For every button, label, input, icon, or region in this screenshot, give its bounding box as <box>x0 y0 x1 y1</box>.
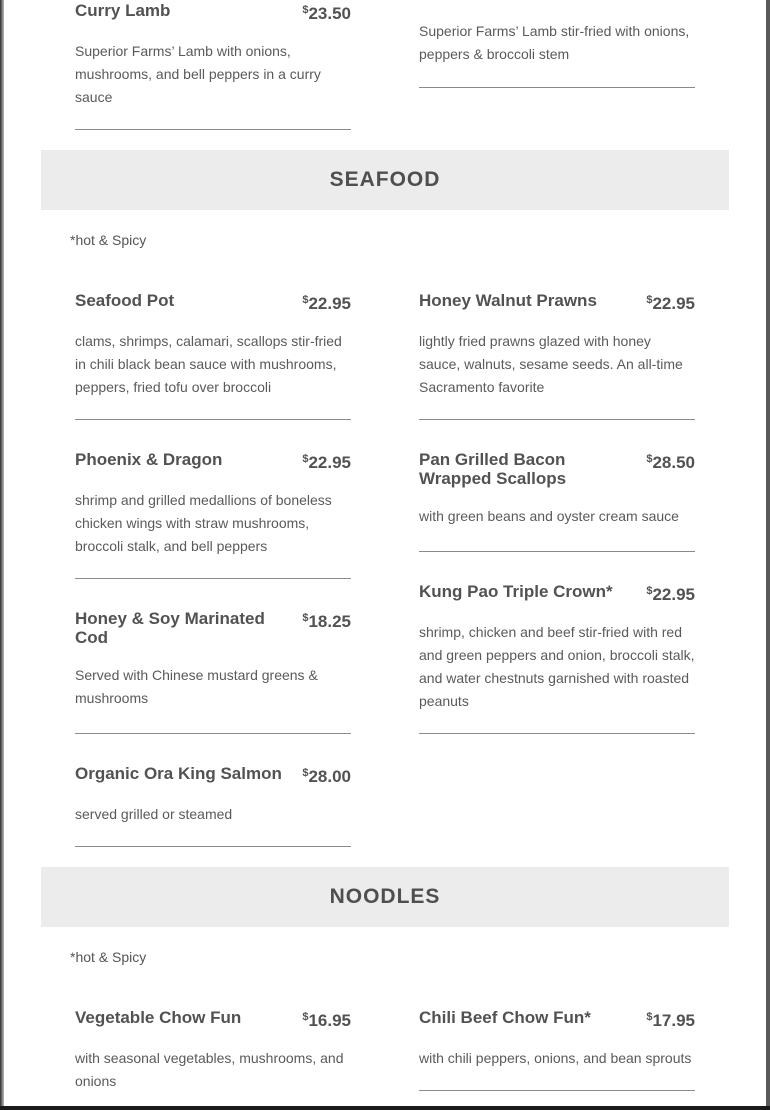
item-name: Kung Pao Triple Crown* <box>419 582 613 601</box>
item-name: Pan Grilled Bacon Wrapped Scallops <box>419 450 567 488</box>
section-header-noodles <box>41 867 729 927</box>
menu-item-bacon-wrapped-scallops <box>419 450 695 528</box>
item-price: $28.00 <box>302 767 351 786</box>
item-divider <box>75 419 351 420</box>
item-price: $23.50 <box>302 4 351 23</box>
item-price: $28.50 <box>646 453 695 472</box>
spicy-note: *hot & Spicy <box>70 949 147 965</box>
menu-page <box>4 0 766 1106</box>
item-description: shrimp, chicken and beef stir-fried with red and green peppers and onion, broccoli stalk, and water chestnuts garnished with roasted peanuts <box>419 624 695 709</box>
item-description: with green beans and oyster cream sauce <box>419 508 679 524</box>
item-description: Superior Farms’ Lamb with onions, mushrooms, and bell peppers in a curry sauce <box>75 43 321 105</box>
menu-item-curry-lamb <box>75 1 351 109</box>
menu-item-lamb-stir-fry <box>419 20 695 66</box>
item-description: with chili peppers, onions, and bean sprouts <box>419 1050 692 1066</box>
menu-item-ora-king-salmon <box>75 764 351 826</box>
item-name: Phoenix & Dragon <box>75 450 223 469</box>
menu-item-chili-beef-chow-fun <box>419 1008 695 1070</box>
item-name: Curry Lamb <box>75 1 171 20</box>
menu-item-honey-walnut-prawns <box>419 291 695 399</box>
item-divider <box>419 419 695 420</box>
menu-item-vegetable-chow-fun <box>75 1008 351 1093</box>
item-divider <box>419 733 695 734</box>
item-price: $17.95 <box>646 1011 695 1030</box>
section-title: SEAFOOD <box>329 168 441 191</box>
item-description: with seasonal vegetables, mushrooms, and onions <box>75 1050 344 1089</box>
item-divider <box>75 578 351 579</box>
item-price: $18.25 <box>302 612 351 631</box>
item-divider <box>419 551 695 552</box>
item-divider <box>75 846 351 847</box>
item-price: $22.95 <box>646 585 695 604</box>
item-name: Organic Ora King Salmon <box>75 764 282 783</box>
item-description: Superior Farms’ Lamb stir-fried with onions, peppers & broccoli stem <box>419 23 690 62</box>
spicy-note: *hot & Spicy <box>70 232 147 248</box>
item-price: $22.95 <box>646 294 695 313</box>
item-divider <box>419 87 695 88</box>
item-price: $22.95 <box>302 294 351 313</box>
item-description: served grilled or steamed <box>75 806 233 822</box>
item-divider <box>75 129 351 130</box>
menu-item-seafood-pot <box>75 291 351 399</box>
section-header-seafood <box>41 150 729 210</box>
item-name: Vegetable Chow Fun <box>75 1008 242 1027</box>
menu-item-honey-soy-cod <box>75 609 351 710</box>
item-name: Seafood Pot <box>75 291 175 310</box>
item-description: Served with Chinese mustard greens & mushrooms <box>75 667 318 706</box>
item-name: Chili Beef Chow Fun* <box>419 1008 591 1027</box>
menu-item-kung-pao-triple-crown <box>419 582 695 713</box>
item-description: clams, shrimps, calamari, scallops stir-fried in chili black bean sauce with mushrooms, peppers, fried tofu over broccoli <box>75 333 342 395</box>
item-description: shrimp and grilled medallions of boneless chicken wings with straw mushrooms, broccoli stalk, and bell peppers <box>75 492 332 554</box>
section-title: NOODLES <box>329 885 441 908</box>
item-description: lightly fried prawns glazed with honey sauce, walnuts, sesame seeds. An all-time Sacramento favorite <box>419 333 683 395</box>
item-divider <box>419 1090 695 1091</box>
item-name: Honey Walnut Prawns <box>419 291 597 310</box>
item-price: $16.95 <box>302 1011 351 1030</box>
item-divider <box>75 733 351 734</box>
item-price: $22.95 <box>302 453 351 472</box>
item-name: Honey & Soy Marinated Cod <box>75 609 265 647</box>
bottom-edge <box>0 1106 770 1110</box>
menu-item-phoenix-dragon <box>75 450 351 558</box>
